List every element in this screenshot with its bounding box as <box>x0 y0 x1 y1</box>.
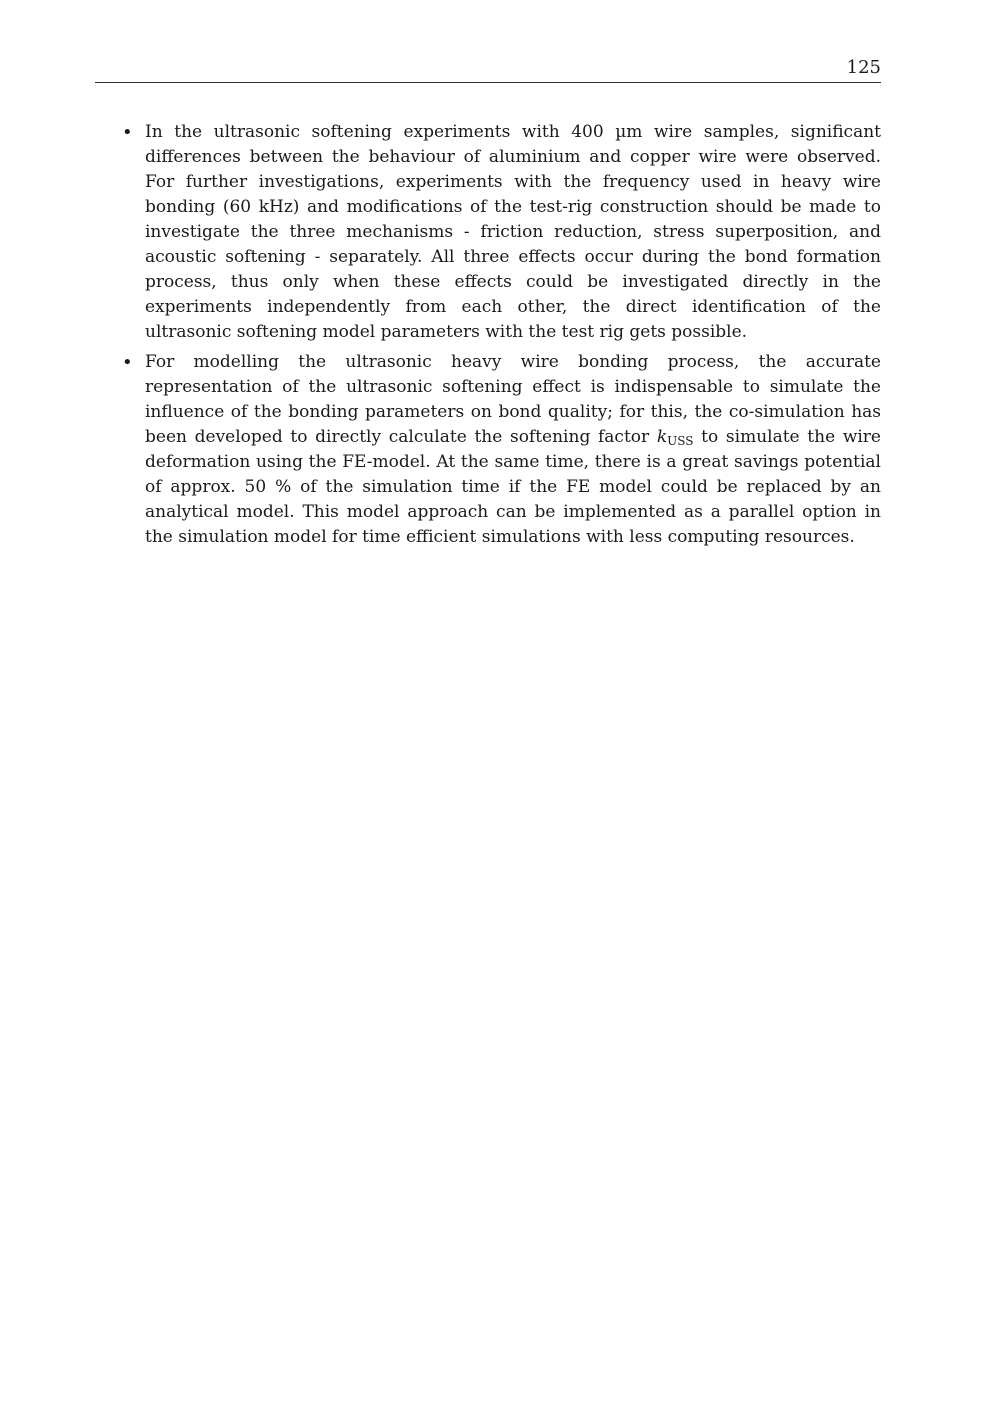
page-number: 125 <box>846 57 881 78</box>
paragraph-text-before: For modelling the ultrasonic heavy wire bonding process, the accurate representation of the ultrasonic softening effect is indispensable to simulate the influence of the bonding parameters on bond quality; for this, the co-simulation has been developed to directly calculate the softening factor <box>145 352 881 447</box>
page-header <box>95 56 881 83</box>
bullet-icon: • <box>122 122 133 143</box>
paragraph <box>145 350 881 550</box>
paragraph: In the ultrasonic softening experiments with 400 µm wire samples, significant differences between the behaviour of aluminium and copper wire were observed. For further investigations, experiments with the frequency used in heavy wire bonding (60 kHz) and modifications of the test-rig construction should be made to investigate the three mechanisms - friction reduction, stress superposition, and acoustic softening - separately. All three effects occur during the bond formation process, thus only when these effects could be investigated directly in the experiments independently from each other, the direct identification of the ultrasonic softening model parameters with the test rig gets possible. <box>145 122 881 342</box>
bullet-icon: • <box>122 352 133 373</box>
softening-factor-symbol: k <box>656 427 668 447</box>
list-item <box>95 350 881 550</box>
list-item <box>95 120 881 345</box>
softening-factor-subscript: USS <box>667 434 694 448</box>
bullet-list <box>95 120 881 555</box>
paragraph-text-after: to simulate the wire deformation using the FE-model. At the same time, there is a great savings potential of approx. 50 % of the simulation time if the FE model could be replaced by an analytical model. This model approach can be implemented as a parallel option in the simulation model for time efficient simulations with less computing resources. <box>145 427 881 547</box>
